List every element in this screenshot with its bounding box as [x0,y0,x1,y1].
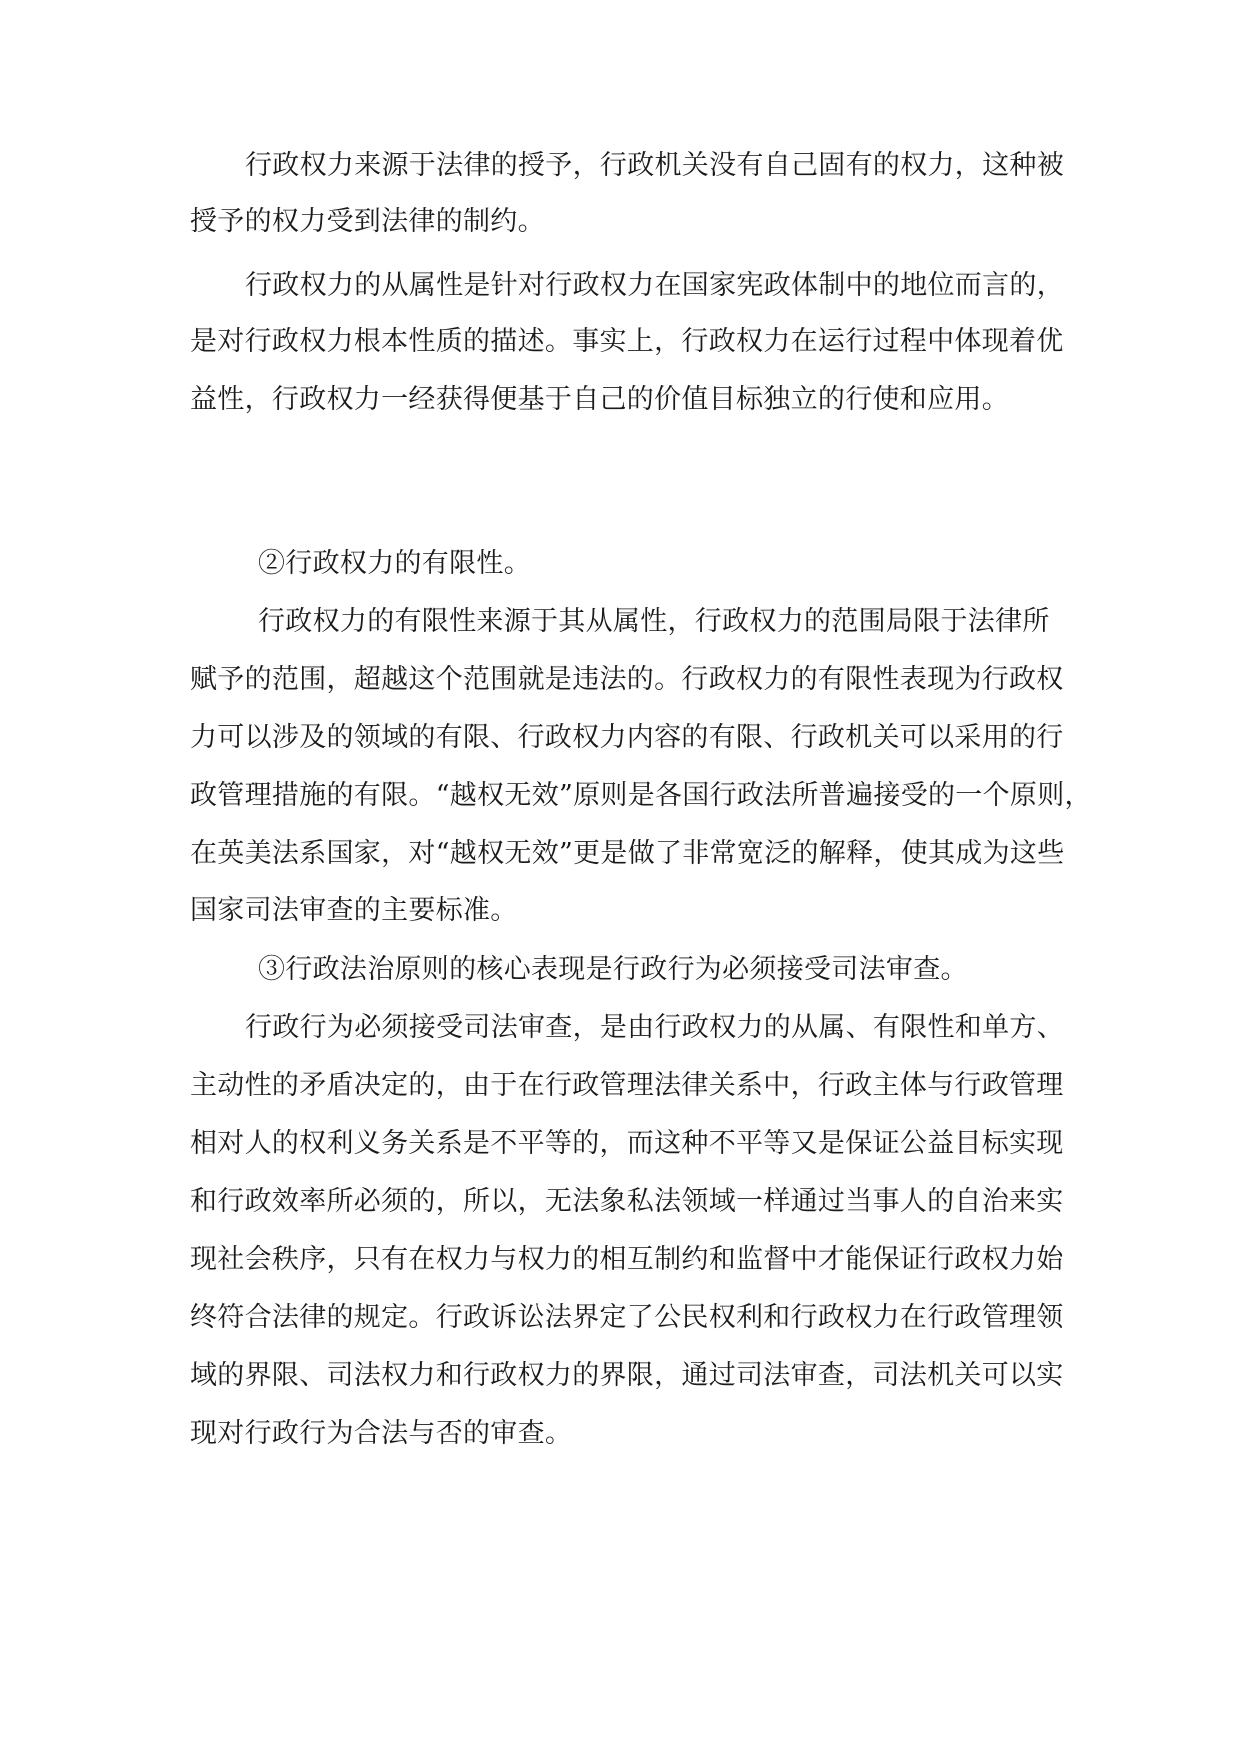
paragraph-4-line-4: 和行政效率所必须的，所以，无法象私法领域一样通过当事人的自治来实 [190,1186,1064,1217]
paragraph-4-line-3: 相对人的权利义务关系是不平等的，而这种不平等又是保证公益目标实现 [190,1128,1064,1159]
paragraph-4-line-2: 主动性的矛盾决定的，由于在行政管理法律关系中，行政主体与行政管理 [190,1070,1064,1101]
paragraph-3-line-6: 国家司法审查的主要标准。 [190,895,518,926]
paragraph-1-line-2: 授予的权力受到法律的制约。 [190,206,545,237]
paragraph-4-line-5: 现社会秩序，只有在权力与权力的相互制约和监督中才能保证行政权力始 [190,1244,1064,1275]
section-heading-3: ③行政法治原则的核心表现是行政行为必须接受司法审查。 [258,954,968,985]
paragraph-3-line-4: 政管理措施的有限。“越权无效”原则是各国行政法所普遍接受的一个原则， [190,780,1092,811]
paragraph-3-line-1: 行政权力的有限性来源于其从属性，行政权力的范围局限于法律所 [258,606,1050,637]
paragraph-1-line-1: 行政权力来源于法律的授予，行政机关没有自己固有的权力，这种被 [245,150,1064,181]
paragraph-4-line-1: 行政行为必须接受司法审查，是由行政权力的从属、有限性和单方、 [245,1012,1064,1043]
paragraph-2-line-1: 行政权力的从属性是针对行政权力在国家宪政体制中的地位而言的， [245,270,1064,301]
paragraph-3-line-2: 赋予的范围，超越这个范围就是违法的。行政权力的有限性表现为行政权 [190,664,1064,695]
paragraph-4-line-8: 现对行政行为合法与否的审查。 [190,1418,573,1449]
paragraph-2-line-2: 是对行政权力根本性质的描述。事实上，行政权力在运行过程中体现着优 [190,326,1064,357]
paragraph-4-line-6: 终符合法律的规定。行政诉讼法界定了公民权利和行政权力在行政管理领 [190,1302,1064,1333]
section-heading-2: ②行政权力的有限性。 [258,548,531,579]
paragraph-2-line-3: 益性，行政权力一经获得便基于自己的价值目标独立的行使和应用。 [190,384,1009,415]
paragraph-3-line-3: 力可以涉及的领域的有限、行政权力内容的有限、行政机关可以采用的行 [190,722,1064,753]
paragraph-3-line-5: 在英美法系国家，对“越权无效”更是做了非常宽泛的解释，使其成为这些 [190,838,1065,869]
paragraph-4-line-7: 域的界限、司法权力和行政权力的界限，通过司法审查，司法机关可以实 [190,1360,1064,1391]
